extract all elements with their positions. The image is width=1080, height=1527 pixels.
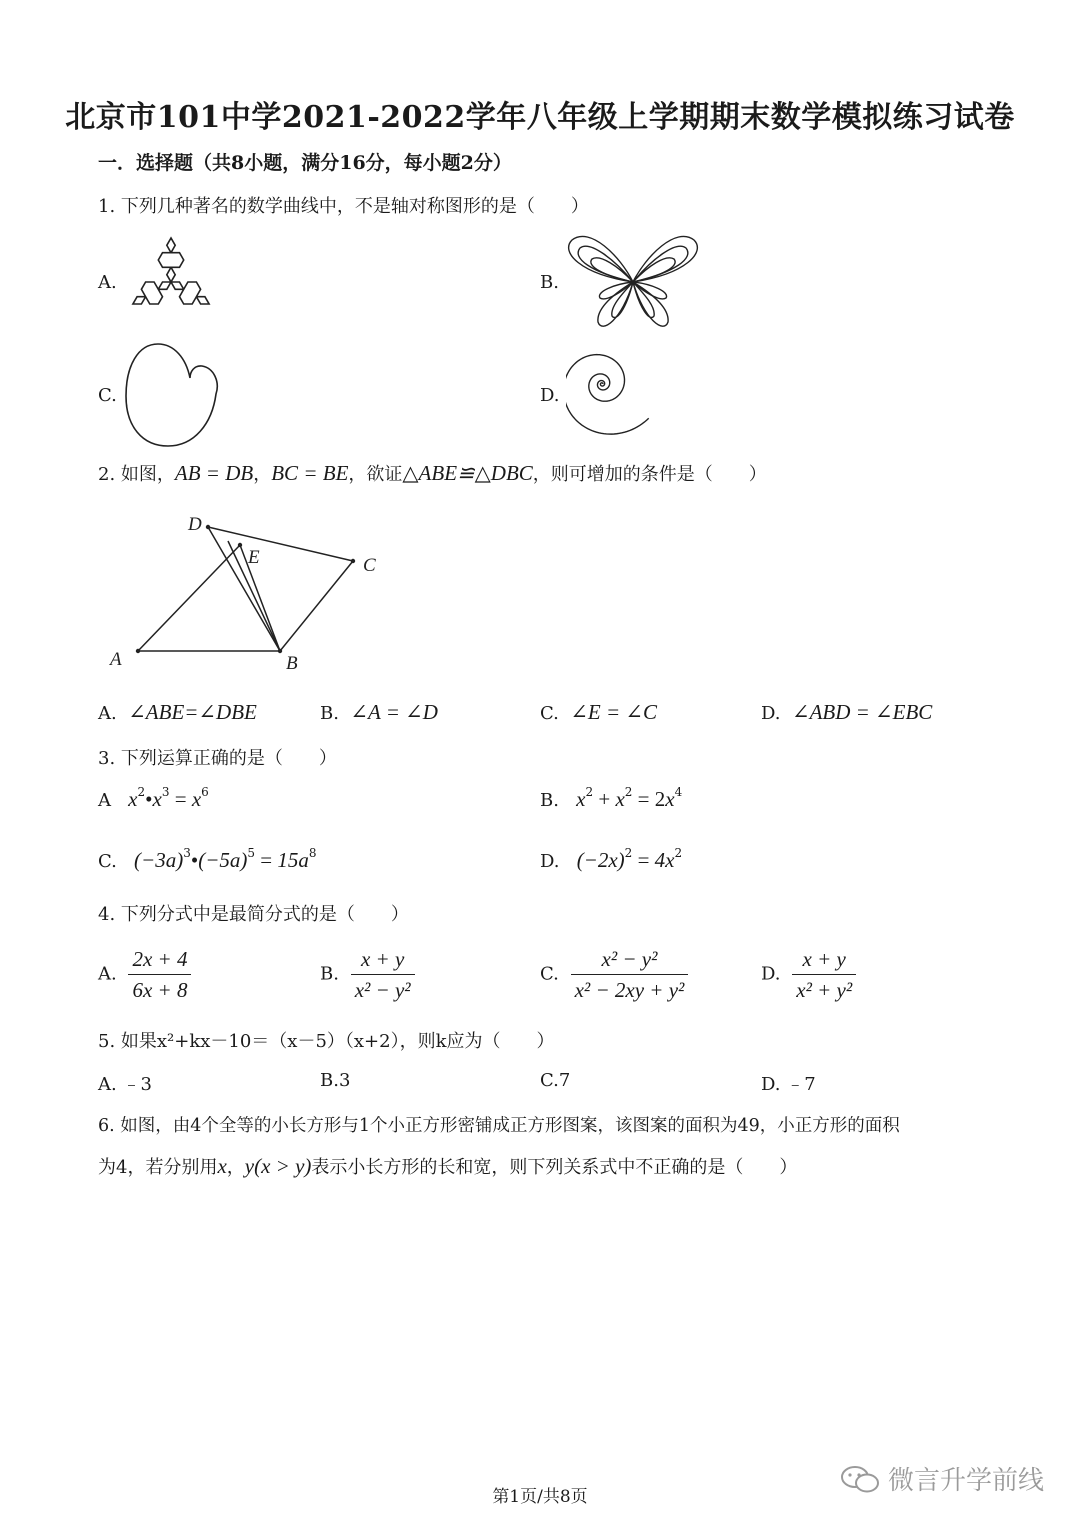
koch-snowflake-outline — [133, 238, 209, 304]
figure-label-c: C — [363, 555, 376, 576]
q1-option-b-label: B. — [540, 272, 559, 293]
q3-option-b: B. $x^2 + x^2 = 2x^4$ — [540, 785, 683, 811]
question-6-line-1: 6. 如图，由4个全等的小长方形与1个小正方形密铺成正方形图案，该图案的面积为49，小正方形的面积 — [98, 1116, 900, 1136]
figure-label-a: A — [110, 649, 122, 670]
butterfly-curve-icon — [560, 226, 706, 336]
figure-label-b: B — [286, 653, 298, 674]
question-3-stem: 3. 下列运算正确的是（ ） — [98, 748, 337, 769]
q5-option-c: C.7 — [540, 1070, 571, 1091]
q5-option-a: A. ﹣3 — [98, 1074, 152, 1095]
q4-option-b: B. $\frac{x + y}{\text{x² − y²}}$ — [320, 944, 415, 1005]
q4-option-a: A. $\frac{2x + 4}{6x + 8}$ — [98, 944, 191, 1005]
q2-triangle-figure — [100, 505, 400, 685]
cardioid-icon — [124, 342, 224, 450]
wechat-icon — [840, 1464, 880, 1494]
watermark: 微言升学前线 — [840, 1460, 1044, 1497]
q2-condition-2: BC = BE — [271, 461, 349, 485]
q1-option-c-label: C. — [98, 385, 117, 406]
q4-option-d: D. $\frac{x + y}{\text{x² + y²}}$ — [761, 944, 856, 1005]
q2-option-d: D. ∠ABD = ∠EBC — [761, 700, 933, 724]
q2-prefix: 2. 如图， — [98, 464, 175, 485]
question-6-line-2: 为4，若分别用x，y(x > y)表示小长方形的长和宽，则下列关系式中不正确的是（ ） — [98, 1154, 798, 1178]
q2-claim: △ABE≌△DBC — [402, 461, 533, 485]
q1-option-d-label: D. — [540, 385, 560, 406]
question-2-stem — [98, 460, 767, 486]
page-number: 第1页/共8页 — [492, 1487, 588, 1507]
q2-middle: ，欲证 — [348, 464, 403, 485]
koch-snowflake-icon — [120, 226, 222, 334]
q3-option-c: C. $(-3a)^3•(-5a)^5 = 15a^8$ — [98, 846, 317, 872]
q2-suffix: ，则可增加的条件是（ ） — [532, 464, 767, 485]
q2-separator: ， — [253, 464, 272, 485]
figure-label-e: E — [248, 547, 260, 568]
q5-option-b: B.3 — [320, 1070, 351, 1091]
q2-option-b: B. ∠A = ∠D — [320, 700, 438, 724]
question-4-stem: 4. 下列分式中是最简分式的是（ ） — [98, 904, 409, 925]
question-5-stem: 5. 如果x²+kx－10＝（x－5）（x+2），则k应为（ ） — [98, 1031, 555, 1052]
q4-option-c: C. $\frac{\text{x² − y²}}{\text{x² − 2xy + y²}}$ — [540, 944, 688, 1005]
q5-option-d: D. ﹣7 — [761, 1074, 816, 1095]
q3-option-a: A $x^2•x^3 = x^6$ — [98, 785, 209, 811]
q2-option-c: C. ∠E = ∠C — [540, 700, 658, 724]
question-1-stem: 1. 下列几种著名的数学曲线中，不是轴对称图形的是（ ） — [98, 196, 589, 217]
exam-title: 北京市101中学2021-2022学年八年级上学期期末数学模拟练习试卷 — [65, 100, 1015, 135]
figure-label-d: D — [188, 514, 202, 535]
q2-option-a: A. ∠ABE=∠DBE — [98, 700, 257, 724]
section-heading: 一．选择题（共8小题，满分16分，每小题2分） — [98, 152, 512, 174]
spiral-icon — [566, 344, 660, 444]
q3-option-d: D. $(-2x)^2 = 4x^2$ — [540, 846, 683, 872]
q2-condition-1: AB = DB — [174, 461, 254, 485]
q1-option-a-label: A. — [98, 272, 117, 293]
